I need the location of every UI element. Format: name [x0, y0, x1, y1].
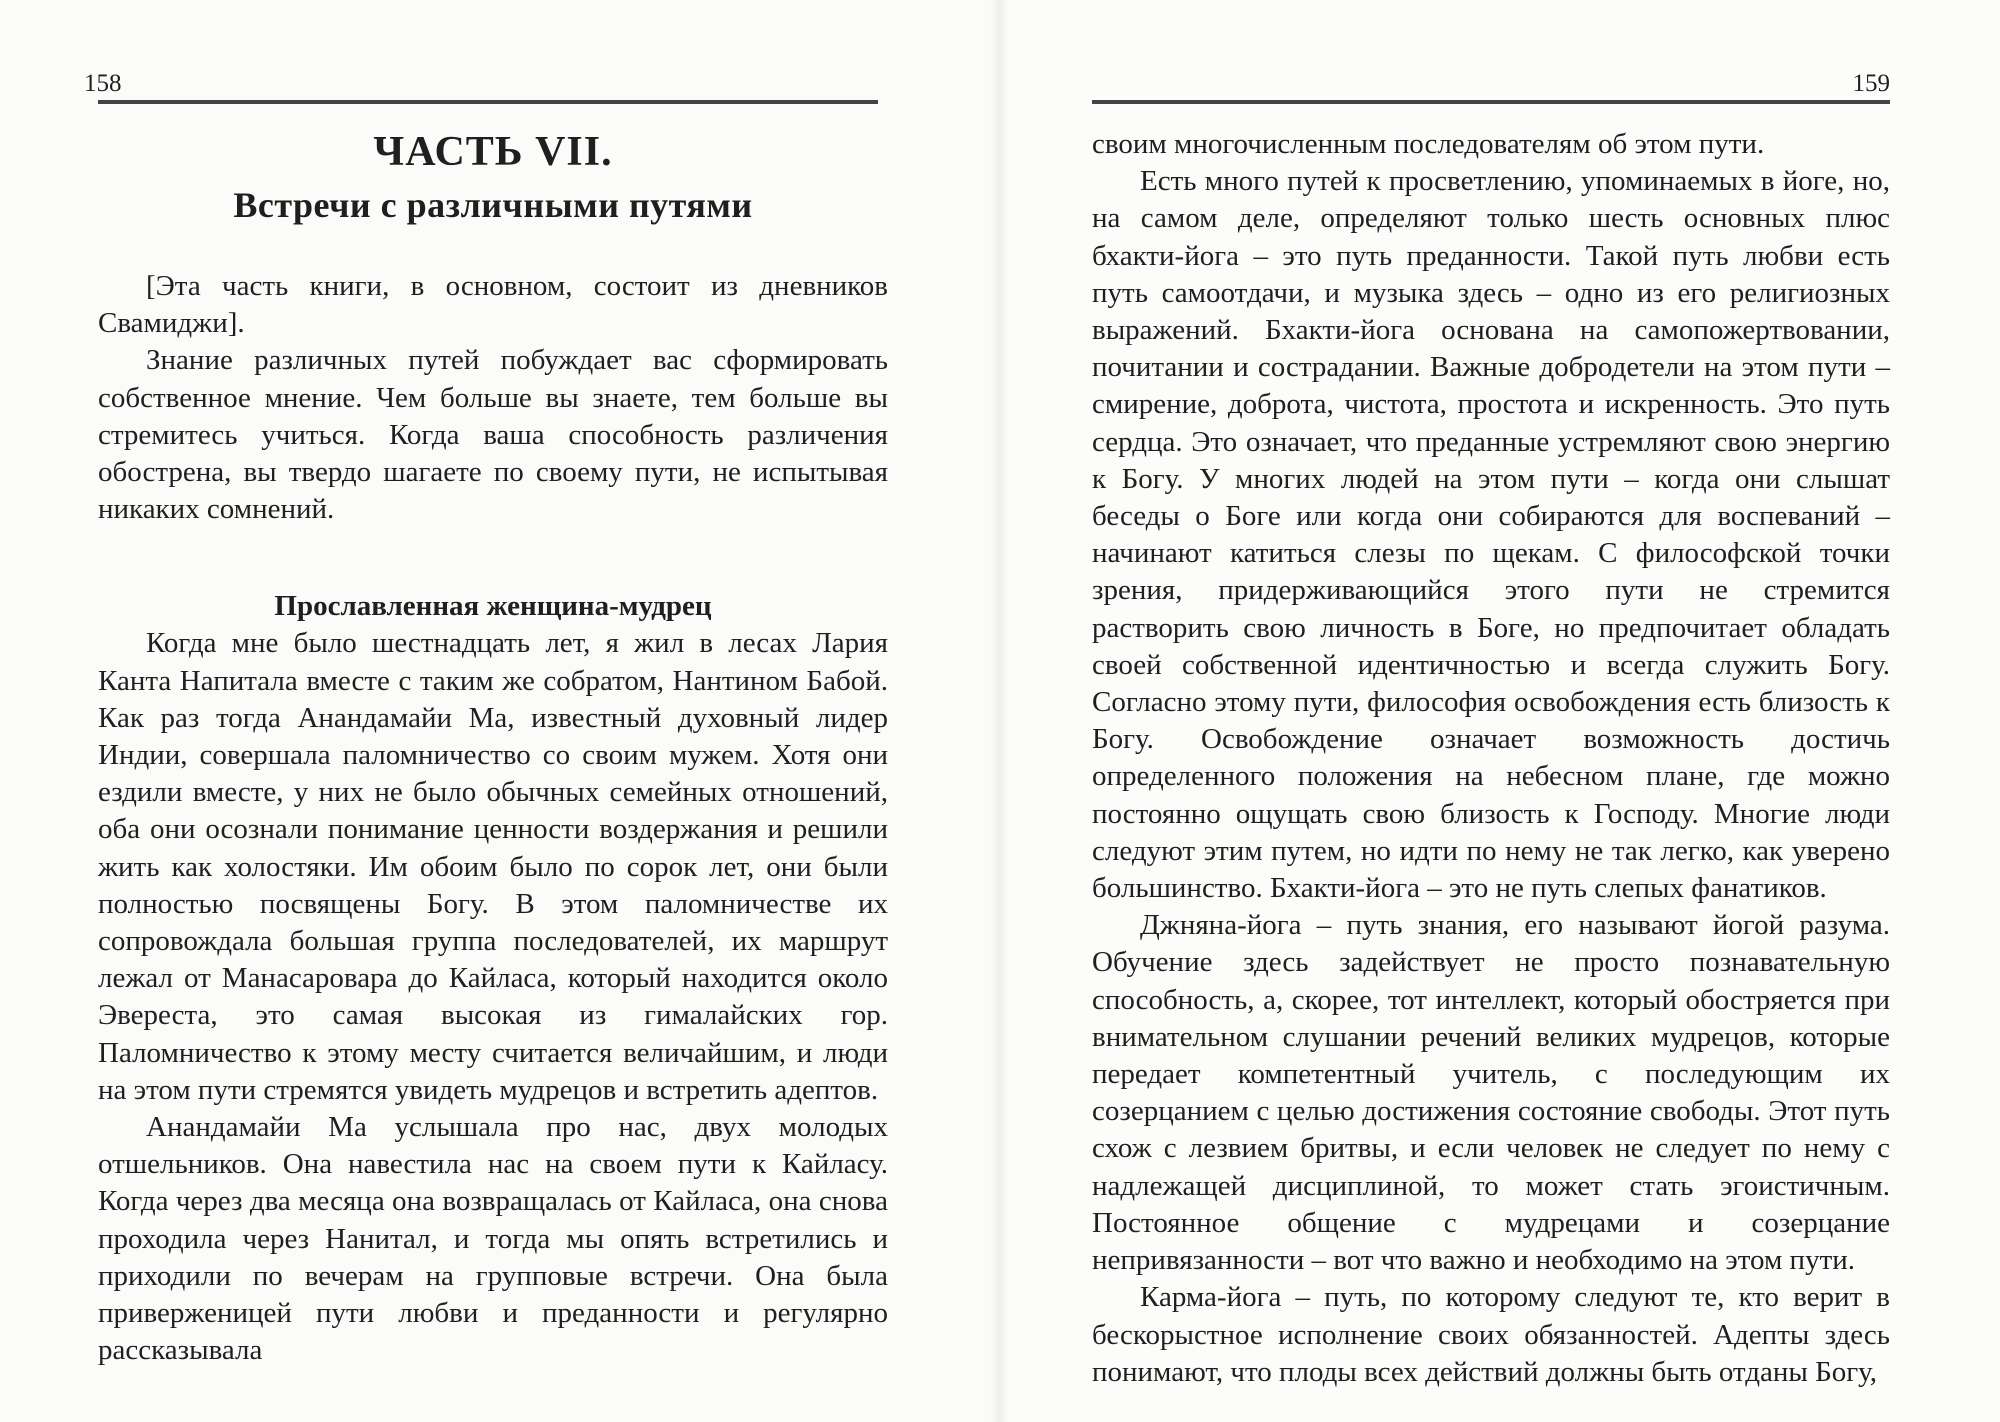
paragraph: Джняна-йога – путь знания, его называют йогой разума. Обучение здесь задействует не просто познавательную способность, а, скорее, тот интеллект, который обостряется при внимательном слушании речений великих мудрецов, которые передает компетентный учитель, с последующим их созерцанием с целью достижения состояние свободы. Этот путь схож с лезвием бритвы, и если человек не следует по нему с надлежащей дисциплиной, то может стать эгоистичным. Постоянное общение с мудрецами и созерцание непривязанности – вот что важно и необходимо на этом пути. [1092, 909, 1890, 1277]
paragraph: Когда мне было шестнадцать лет, я жил в лесах Лария Канта Напитала вместе с таким же собратом, Нантином Бабой. Как раз тогда Анандамайи Ма, известный духовный лидер Индии, совершала паломничество со своим мужем. Хотя они ездили вместе, у них не было обычных семейных отношений, оба они осознали понимание ценности воздержания и решили жить как холостяки. Им обоим было по сорок лет, они были полностью посвящены Богу. В этом паломничестве их сопровождала большая группа последователей, их маршрут лежал от Манасаровара до Кайласа, который находится около Эвереста, это самая высокая из гималайских гор. Паломничество к этому месту считается величайшим, и люди на этом пути стремятся увидеть мудрецов и встретить адептов. [98, 627, 888, 1106]
section-heading: Прославленная женщина-мудрец [274, 590, 712, 623]
paragraph: [Эта часть книги, в основном, состоит из дневников Свамиджи]. [98, 270, 888, 340]
right-page-content [1092, 126, 1890, 1391]
header-rule-left [98, 100, 878, 104]
right-page [1000, 0, 2000, 1422]
paragraph: Есть много путей к просветлению, упоминаемых в йоге, но, на самом деле, определяют только шесть основных плюс бхакти-йога – это путь преданности. Такой путь любви есть путь самоотдачи, и музыка здесь – одно из его религиозных выражений. Бхакти-йога основана на самопожертвовании, почитании и сострадании. Важные добродетели на этом пути – смирение, доброта, чистота, простота и искренность. Это путь сердца. Это означает, что преданные устремляют свою энергию к Богу. У многих людей на этом пути – когда они слышат беседы о Боге или когда они собираются для воспеваний – начинают катиться слезы по щекам. С философской точки зрения, придерживающийся этого пути не стремится растворить свою личность в Боге, но предпочитает обладать своей собственной идентичностью и всегда служить Богу. Согласно этому пути, философия освобождения есть близость к Богу. Освобождение означает возможность достичь определенного положения на небесном плане, где можно постоянно ощущать свою близость к Господу. Многие люди следуют этим путем, но идти по нему не так легко, как уверено большинство. Бхакти-йога – это не путь слепых фанатиков. [1092, 165, 1890, 905]
page-number-right: 159 [1852, 70, 1890, 97]
header-rule-right [1092, 100, 1890, 104]
part-title: ЧАСТЬ VII. [373, 129, 613, 175]
paragraph: Знание различных путей побуждает вас сформировать собственное мнение. Чем больше вы знаете, тем больше вы стремитесь учиться. Когда ваша способность различения обострена, вы твердо шагаете по своему пути, не испытывая никаких сомнений. [98, 344, 888, 526]
left-page-content [98, 126, 888, 1369]
book-gutter [990, 0, 1010, 1422]
part-subtitle: Встречи с различными путями [233, 185, 753, 225]
paragraph: своим многочисленным последователям об этом пути. [1092, 128, 1765, 160]
page-number-left: 158 [84, 70, 122, 97]
paragraph: Анандамайи Ма услышала про нас, двух молодых отшельников. Она навестила нас на своем пути к Кайласу. Когда через два месяца она возвращалась от Кайласа, она снова проходила через Нанитал, и тогда мы опять встретились и приходили по вечерам на групповые встречи. Она была приверженицей пути любви и преданности и регулярно рассказывала [98, 1111, 888, 1367]
paragraph: Карма-йога – путь, по которому следуют те, кто верит в бескорыстное исполнение своих обязанностей. Адепты здесь понимают, что плоды всех действий должны быть отданы Богу, [1092, 1281, 1890, 1388]
